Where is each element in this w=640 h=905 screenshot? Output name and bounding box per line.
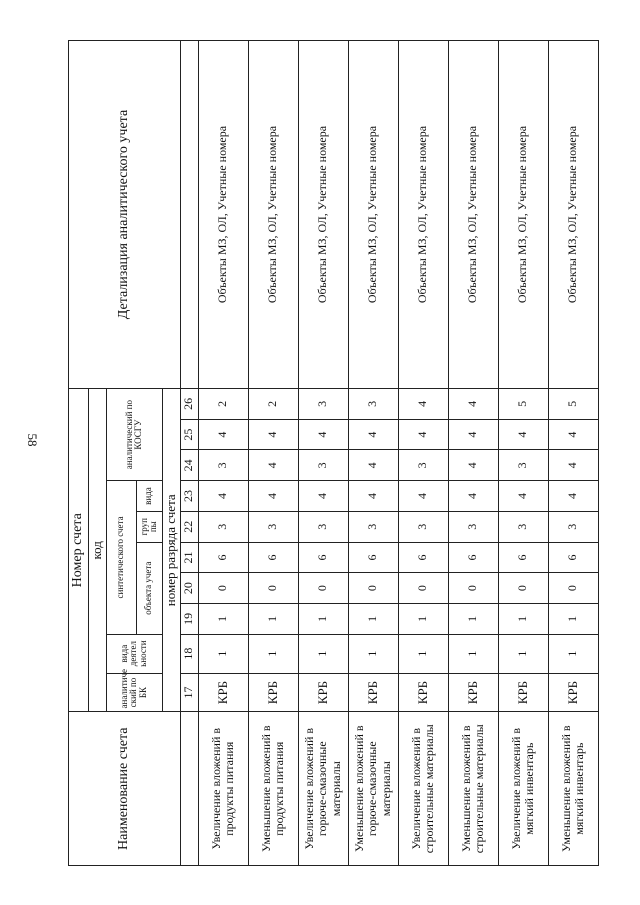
account-name: Увеличение вложений в мягкий инвентарь (498, 712, 548, 866)
analytic-bk-value: КРБ (248, 673, 298, 712)
digit-26-value: 4 (448, 389, 498, 420)
digit-21-value: 6 (348, 542, 398, 573)
header-detail-spacer (180, 41, 198, 389)
analytic-detail-value: Объекты МЗ, ОЛ, Учетные номера (498, 41, 548, 389)
header-account-object: объекта учета (136, 542, 162, 634)
analytic-bk-value: КРБ (498, 673, 548, 712)
digit-25-value: 4 (298, 419, 348, 450)
digit-20-value: 0 (248, 573, 298, 604)
header-synthetic-account: синтетического счета (106, 481, 136, 635)
account-name: Уменьшение вложений в продукты питания (248, 712, 298, 866)
digit-17: 17 (180, 673, 198, 712)
digit-25-value: 4 (498, 419, 548, 450)
digit-23-value: 4 (548, 481, 598, 512)
digit-24-value: 4 (548, 450, 598, 481)
activity-type-value: 1 (548, 634, 598, 673)
digit-25-value: 4 (198, 419, 248, 450)
header-kind: вида (136, 481, 162, 512)
digit-25-value: 4 (248, 419, 298, 450)
digit-22: 22 (180, 511, 198, 542)
table-row (398, 41, 448, 866)
digit-26-value: 3 (348, 389, 398, 420)
page-number: 58 (25, 433, 40, 447)
table-row (548, 41, 598, 866)
digit-22-value: 3 (298, 511, 348, 542)
activity-type-value: 1 (498, 634, 548, 673)
digit-19-value: 1 (548, 603, 598, 634)
digit-20: 20 (180, 573, 198, 604)
digit-26-value: 3 (298, 389, 348, 420)
digit-21-value: 6 (498, 542, 548, 573)
analytic-detail-value: Объекты МЗ, ОЛ, Учетные номера (248, 41, 298, 389)
digit-23-value: 4 (348, 481, 398, 512)
account-name: Уменьшение вложений в горюче-смазочные материалы (348, 712, 398, 866)
digit-26: 26 (180, 389, 198, 420)
header-account-name: Наименование счета (69, 712, 181, 866)
activity-type-value: 1 (198, 634, 248, 673)
digit-19-value: 1 (298, 603, 348, 634)
digit-20-value: 0 (198, 573, 248, 604)
account-name: Увеличение вложений в строительные материалы (398, 712, 448, 866)
analytic-bk-value: КРБ (398, 673, 448, 712)
digit-23-value: 4 (498, 481, 548, 512)
digit-22-value: 3 (348, 511, 398, 542)
digit-23-value: 4 (248, 481, 298, 512)
analytic-detail-value: Объекты МЗ, ОЛ, Учетные номера (548, 41, 598, 389)
digit-21-value: 6 (248, 542, 298, 573)
header-activity-type: вида деятел ьности (106, 634, 162, 673)
digit-21-value: 6 (398, 542, 448, 573)
header-digit-row-label: номер разряда счета (162, 389, 180, 712)
digit-20-value: 0 (398, 573, 448, 604)
digit-20-value: 0 (348, 573, 398, 604)
header-name-spacer (180, 712, 198, 866)
digit-20-value: 0 (298, 573, 348, 604)
analytic-bk-value: КРБ (298, 673, 348, 712)
digit-20-value: 0 (448, 573, 498, 604)
digit-26-value: 2 (198, 389, 248, 420)
activity-type-value: 1 (348, 634, 398, 673)
activity-type-value: 1 (448, 634, 498, 673)
digit-21-value: 6 (448, 542, 498, 573)
digit-18: 18 (180, 634, 198, 673)
table-row (348, 41, 398, 866)
activity-type-value: 1 (248, 634, 298, 673)
digit-25: 25 (180, 419, 198, 450)
digit-22-value: 3 (448, 511, 498, 542)
digit-19-value: 1 (348, 603, 398, 634)
digit-24-value: 3 (498, 450, 548, 481)
digit-24-value: 3 (198, 450, 248, 481)
header-analytic-detail: Детализация аналитического учета (69, 41, 181, 389)
digit-24-value: 4 (348, 450, 398, 481)
rotated-table-frame (68, 40, 598, 866)
table-row (298, 41, 348, 866)
digit-25-value: 4 (398, 419, 448, 450)
analytic-bk-value: КРБ (348, 673, 398, 712)
analytic-bk-value: КРБ (548, 673, 598, 712)
digit-24: 24 (180, 450, 198, 481)
accounts-table (68, 40, 599, 866)
digit-25-value: 4 (348, 419, 398, 450)
header-account-number: Номер счета (69, 389, 89, 712)
digit-23-value: 4 (448, 481, 498, 512)
digit-22-value: 3 (248, 511, 298, 542)
analytic-detail-value: Объекты МЗ, ОЛ, Учетные номера (398, 41, 448, 389)
digit-21-value: 6 (298, 542, 348, 573)
digit-23-value: 4 (198, 481, 248, 512)
table-row (498, 41, 548, 866)
digit-22-value: 3 (198, 511, 248, 542)
digit-19: 19 (180, 603, 198, 634)
header-code: код (89, 389, 107, 712)
activity-type-value: 1 (398, 634, 448, 673)
digit-26-value: 5 (498, 389, 548, 420)
digit-21-value: 6 (198, 542, 248, 573)
digit-19-value: 1 (198, 603, 248, 634)
digit-25-value: 4 (548, 419, 598, 450)
rotated-table-content (68, 40, 598, 866)
analytic-bk-value: КРБ (448, 673, 498, 712)
digit-23-value: 4 (298, 481, 348, 512)
digit-19-value: 1 (448, 603, 498, 634)
digit-24-value: 4 (448, 450, 498, 481)
digit-26-value: 2 (248, 389, 298, 420)
digit-20-value: 0 (548, 573, 598, 604)
digit-22-value: 3 (548, 511, 598, 542)
digit-23-value: 4 (398, 481, 448, 512)
digit-26-value: 5 (548, 389, 598, 420)
analytic-bk-value: КРБ (198, 673, 248, 712)
header-analytic-kosgu: аналитический по КОСГУ (106, 389, 162, 481)
digit-24-value: 3 (398, 450, 448, 481)
digit-19-value: 1 (398, 603, 448, 634)
digit-25-value: 4 (448, 419, 498, 450)
digit-21-value: 6 (548, 542, 598, 573)
account-name: Уменьшение вложений в строительные материалы (448, 712, 498, 866)
activity-type-value: 1 (298, 634, 348, 673)
account-name: Уменьшение вложений в мягкий инвентарь (548, 712, 598, 866)
table-row (248, 41, 298, 866)
account-name: Увеличение вложений в горюче-смазочные материалы (298, 712, 348, 866)
analytic-detail-value: Объекты МЗ, ОЛ, Учетные номера (198, 41, 248, 389)
digit-19-value: 1 (498, 603, 548, 634)
digit-21: 21 (180, 542, 198, 573)
digit-19-value: 1 (248, 603, 298, 634)
digit-22-value: 3 (498, 511, 548, 542)
digit-24-value: 4 (248, 450, 298, 481)
analytic-detail-value: Объекты МЗ, ОЛ, Учетные номера (348, 41, 398, 389)
digit-26-value: 4 (398, 389, 448, 420)
header-group: груп пы (136, 511, 162, 542)
account-name: Увеличение вложений в продукты питания (198, 712, 248, 866)
analytic-detail-value: Объекты МЗ, ОЛ, Учетные номера (448, 41, 498, 389)
digit-24-value: 3 (298, 450, 348, 481)
table-row (198, 41, 248, 866)
header-analytic-bk: аналитиче ский по БК (106, 673, 162, 712)
digit-22-value: 3 (398, 511, 448, 542)
analytic-detail-value: Объекты МЗ, ОЛ, Учетные номера (298, 41, 348, 389)
digit-23: 23 (180, 481, 198, 512)
digit-20-value: 0 (498, 573, 548, 604)
table-row (448, 41, 498, 866)
